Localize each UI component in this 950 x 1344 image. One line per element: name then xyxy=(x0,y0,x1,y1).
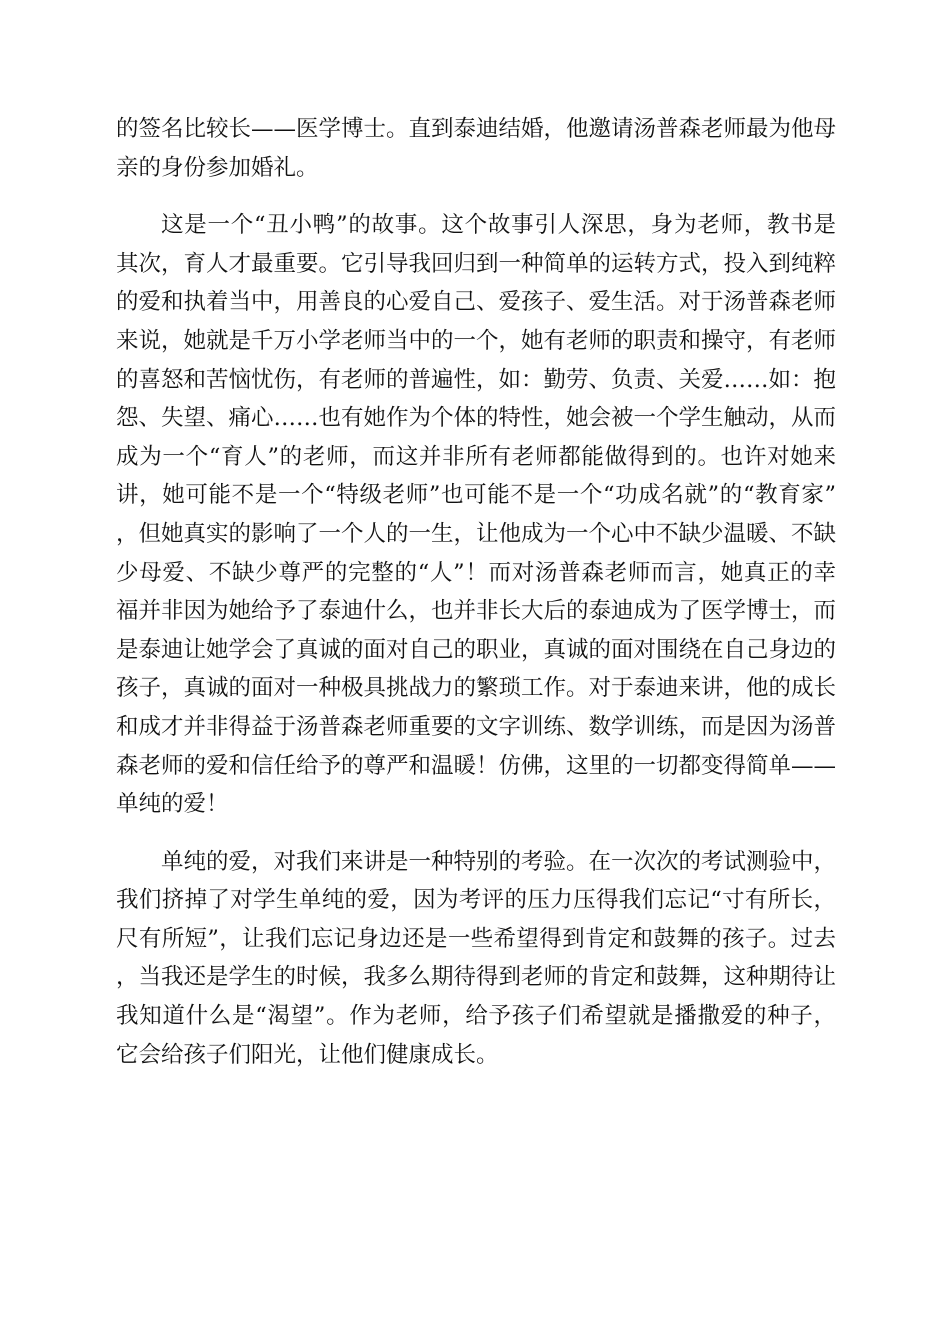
paragraph-2: 这是一个“丑小鸭”的故事。这个故事引人深思，身为老师，教书是其次，育人才最重要。它引导我回归到一种简单的运转方式，投入到纯粹的爱和执着当中，用善良的心爱自己、爱孩子、爱生活。对于汤普森老师来说，她就是千万小学老师当中的一个，她有老师的职责和操守，有老师的喜怒和苦恼忧伤，有老师的普遍性，如：勤劳、负责、关爱……如：抱怨、失望、痛心……也有她作为个体的特性，她会被一个学生触动，从而成为一个“育人”的老师，而这并非所有老师都能做得到的。也许对她来讲，她可能不是一个“特级老师”也可能不是一个“功成名就”的“教育家”，但她真实的影响了一个人的一生，让他成为一个心中不缺少温暖、不缺少母爱、不缺少尊严的完整的“人”！而对汤普森老师而言，她真正的幸福并非因为她给予了泰迪什么，也并非长大后的泰迪成为了医学博士，而是泰迪让她学会了真诚的面对自己的职业，真诚的面对围绕在自己身边的孩子，真诚的面对一种极具挑战力的繁琐工作。对于泰迪来讲，他的成长和成才并非得益于汤普森老师重要的文字训练、数学训练，而是因为汤普森老师的爱和信任给予的尊严和温暖！仿佛，这里的一切都变得简单——单纯的爱！ xyxy=(116,212,837,818)
document-body xyxy=(116,110,836,1074)
paragraph-3: 单纯的爱，对我们来讲是一种特别的考验。在一次次的考试测验中，我们挤掉了对学生单纯的爱，因为考评的压力压得我们忘记“寸有所长，尺有所短”，让我们忘记身边还是一些希望得到肯定和鼓舞的孩子。过去，当我还是学生的时候，我多么期待得到老师的肯定和鼓舞，这种期待让我知道什么是“渴望”。作为老师，给予孩子们希望就是播撒爱的种子，它会给孩子们阳光，让他们健康成长。 xyxy=(116,848,837,1068)
paragraph-1: 的签名比较长——医学博士。直到泰迪结婚，他邀请汤普森老师最为他母亲的身份参加婚礼。 xyxy=(116,116,837,181)
